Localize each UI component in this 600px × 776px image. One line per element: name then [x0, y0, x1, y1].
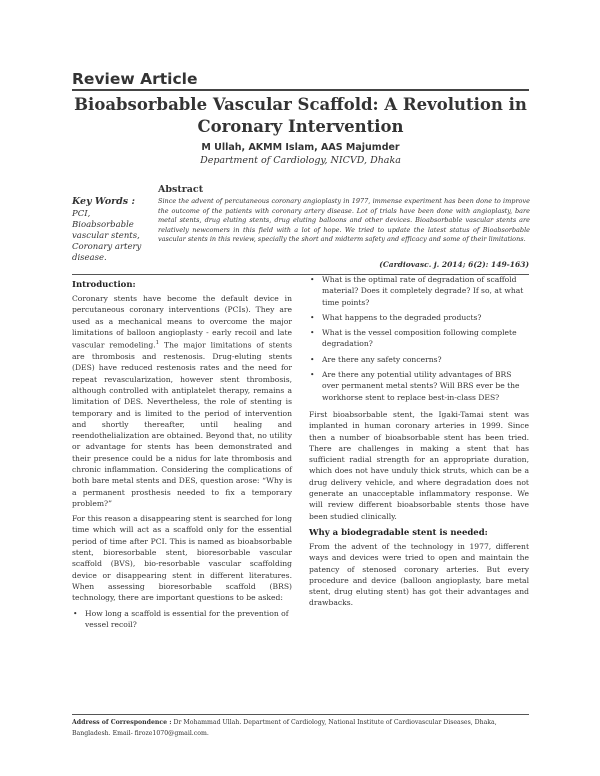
authors: M Ullah, AKMM Islam, AAS Majumder	[201, 142, 400, 153]
right-column	[309, 274, 529, 613]
why-biodegradable-heading: Why a biodegradable stent is needed:	[309, 527, 488, 538]
question-item: • What is the vessel composition following complete degradation?	[309, 327, 529, 350]
reference-1: 1	[155, 340, 160, 347]
footnote-rule	[72, 714, 529, 715]
question-item: • What happens to the degraded products?	[309, 312, 529, 323]
abstract-text: Since the advent of percutaneous coronary angioplasty in 1977, immense experiment has been done to improve the outcome of the patients with coronary artery disease. Lot of trials have been done with angioplasty, bare metal stents, drug eluting stents, drug eluting balloons and other devices. Bioabsorbable vascular stents are relatively newcomers in this field with a lot of hope. We tried to update the latest status of Bioabsorbable vascular stents in this review, specially the short and midterm safety and efficacy and some of their limitations.	[158, 197, 530, 243]
question-item: • Are there any safety concerns?	[309, 354, 529, 365]
intro-paragraph-2: For this reason a disappearing stent is searched for long time which will act as a scaffold only for the essential period of time after PCI. This is named as bioabsorbable stent, bioresorbable stent, bioresorbable vascular scaffold (BVS), bio-resorbable vascular scaffolding device or disappearing stent in different literatures. When assessing bioresorbable scaffold (BRS) technology, there are important questions to be asked:	[72, 514, 292, 603]
intro-paragraph-1-cont: The major limitations of stents are thrombosis and restenosis. Drug-eluting stents (DES) have reduced restenosis rates and the need for repeat revascularization, however stent thrombosis, although controlled with antiplatelet therapy, remains a limitation of DES. Nevertheless, the role of stenting is temporary and is limited to the period of intervention and shortly thereafter, until healing and reendothelialization are obtained. Beyond that, no utility or advantage for stents has been demonstrated and their presence could be a nidus for late thrombosis and chronic inflammation. Considering the complications of both bare metal stents and DES, question arose: “Why is a permanent prosthesis needed to fix a temporary problem?”	[72, 340, 293, 508]
question-list-right	[309, 274, 529, 403]
abstract-heading: Abstract	[158, 184, 204, 195]
correspondence-label: Address of Correspondence :	[72, 719, 172, 726]
right-paragraph-1: First bioabsorbable stent, the Igaki-Tamai stent was implanted in human coronary arteries in 1999. Since then a number of bioabsorbable stent has been tried. There are challenges in making a stent that has sufficient radial strength for an appropriate duration, which does not have unduly thick struts, which can be a drug delivery vehicle, and where degradation does not generate an unacceptable inflammatory response. We will review different bioabsorbable stents those have been studied clinically.	[309, 409, 529, 521]
right-paragraph-2: From the advent of the technology in 1977, different ways and devices were tried to open and maintain the patency of stenosed coronary arteries. But every procedure and device (balloon angioplasty, bare metal stent, drug eluting stent) has got their advantages and drawbacks.	[309, 541, 529, 608]
keywords-heading: Key Words :	[72, 196, 135, 207]
question-item: • How long a scaffold is essential for the prevention of vessel recoil?	[72, 608, 292, 631]
header-rule	[72, 89, 529, 91]
question-list-left	[72, 608, 292, 631]
left-column	[72, 280, 292, 634]
question-item: • Are there any potential utility advantages of BRS over permanent metal stents? Will BRS ever be the workhorse stent to replace best-in-class DES?	[309, 369, 529, 403]
question-item: • What is the optimal rate of degradation of scaffold material? Does it completely degrade? If so, at what time points?	[309, 274, 529, 308]
citation: (Cardiovasc. j. 2014; 6(2): 149-163)	[379, 260, 529, 269]
intro-paragraph-1	[72, 293, 292, 509]
article-type-label: Review Article	[72, 70, 198, 88]
intro-paragraph-1-text: Coronary stents have become the default device in percutaneous coronary interventions (PCIs). They are used as a mechanical means to overcome the major limitations of balloon angioplasty - early recoil and late vascular remodeling.	[72, 294, 292, 350]
correspondence-footnote	[72, 717, 529, 739]
correspondence-text: Dr Mohammad Ullah. Department of Cardiology, National Institute of Cardiovascular Diseases, Dhaka, Bangladesh. Email- firoze1070@gmail.com.	[72, 719, 497, 737]
keywords-text: PCI, Bioabsorbable vascular stents, Coronary artery disease.	[72, 209, 142, 263]
paper-title: Bioabsorbable Vascular Scaffold: A Revolution in Coronary Intervention	[74, 95, 527, 136]
introduction-heading: Introduction:	[72, 280, 136, 290]
affiliation: Department of Cardiology, NICVD, Dhaka	[200, 155, 401, 166]
